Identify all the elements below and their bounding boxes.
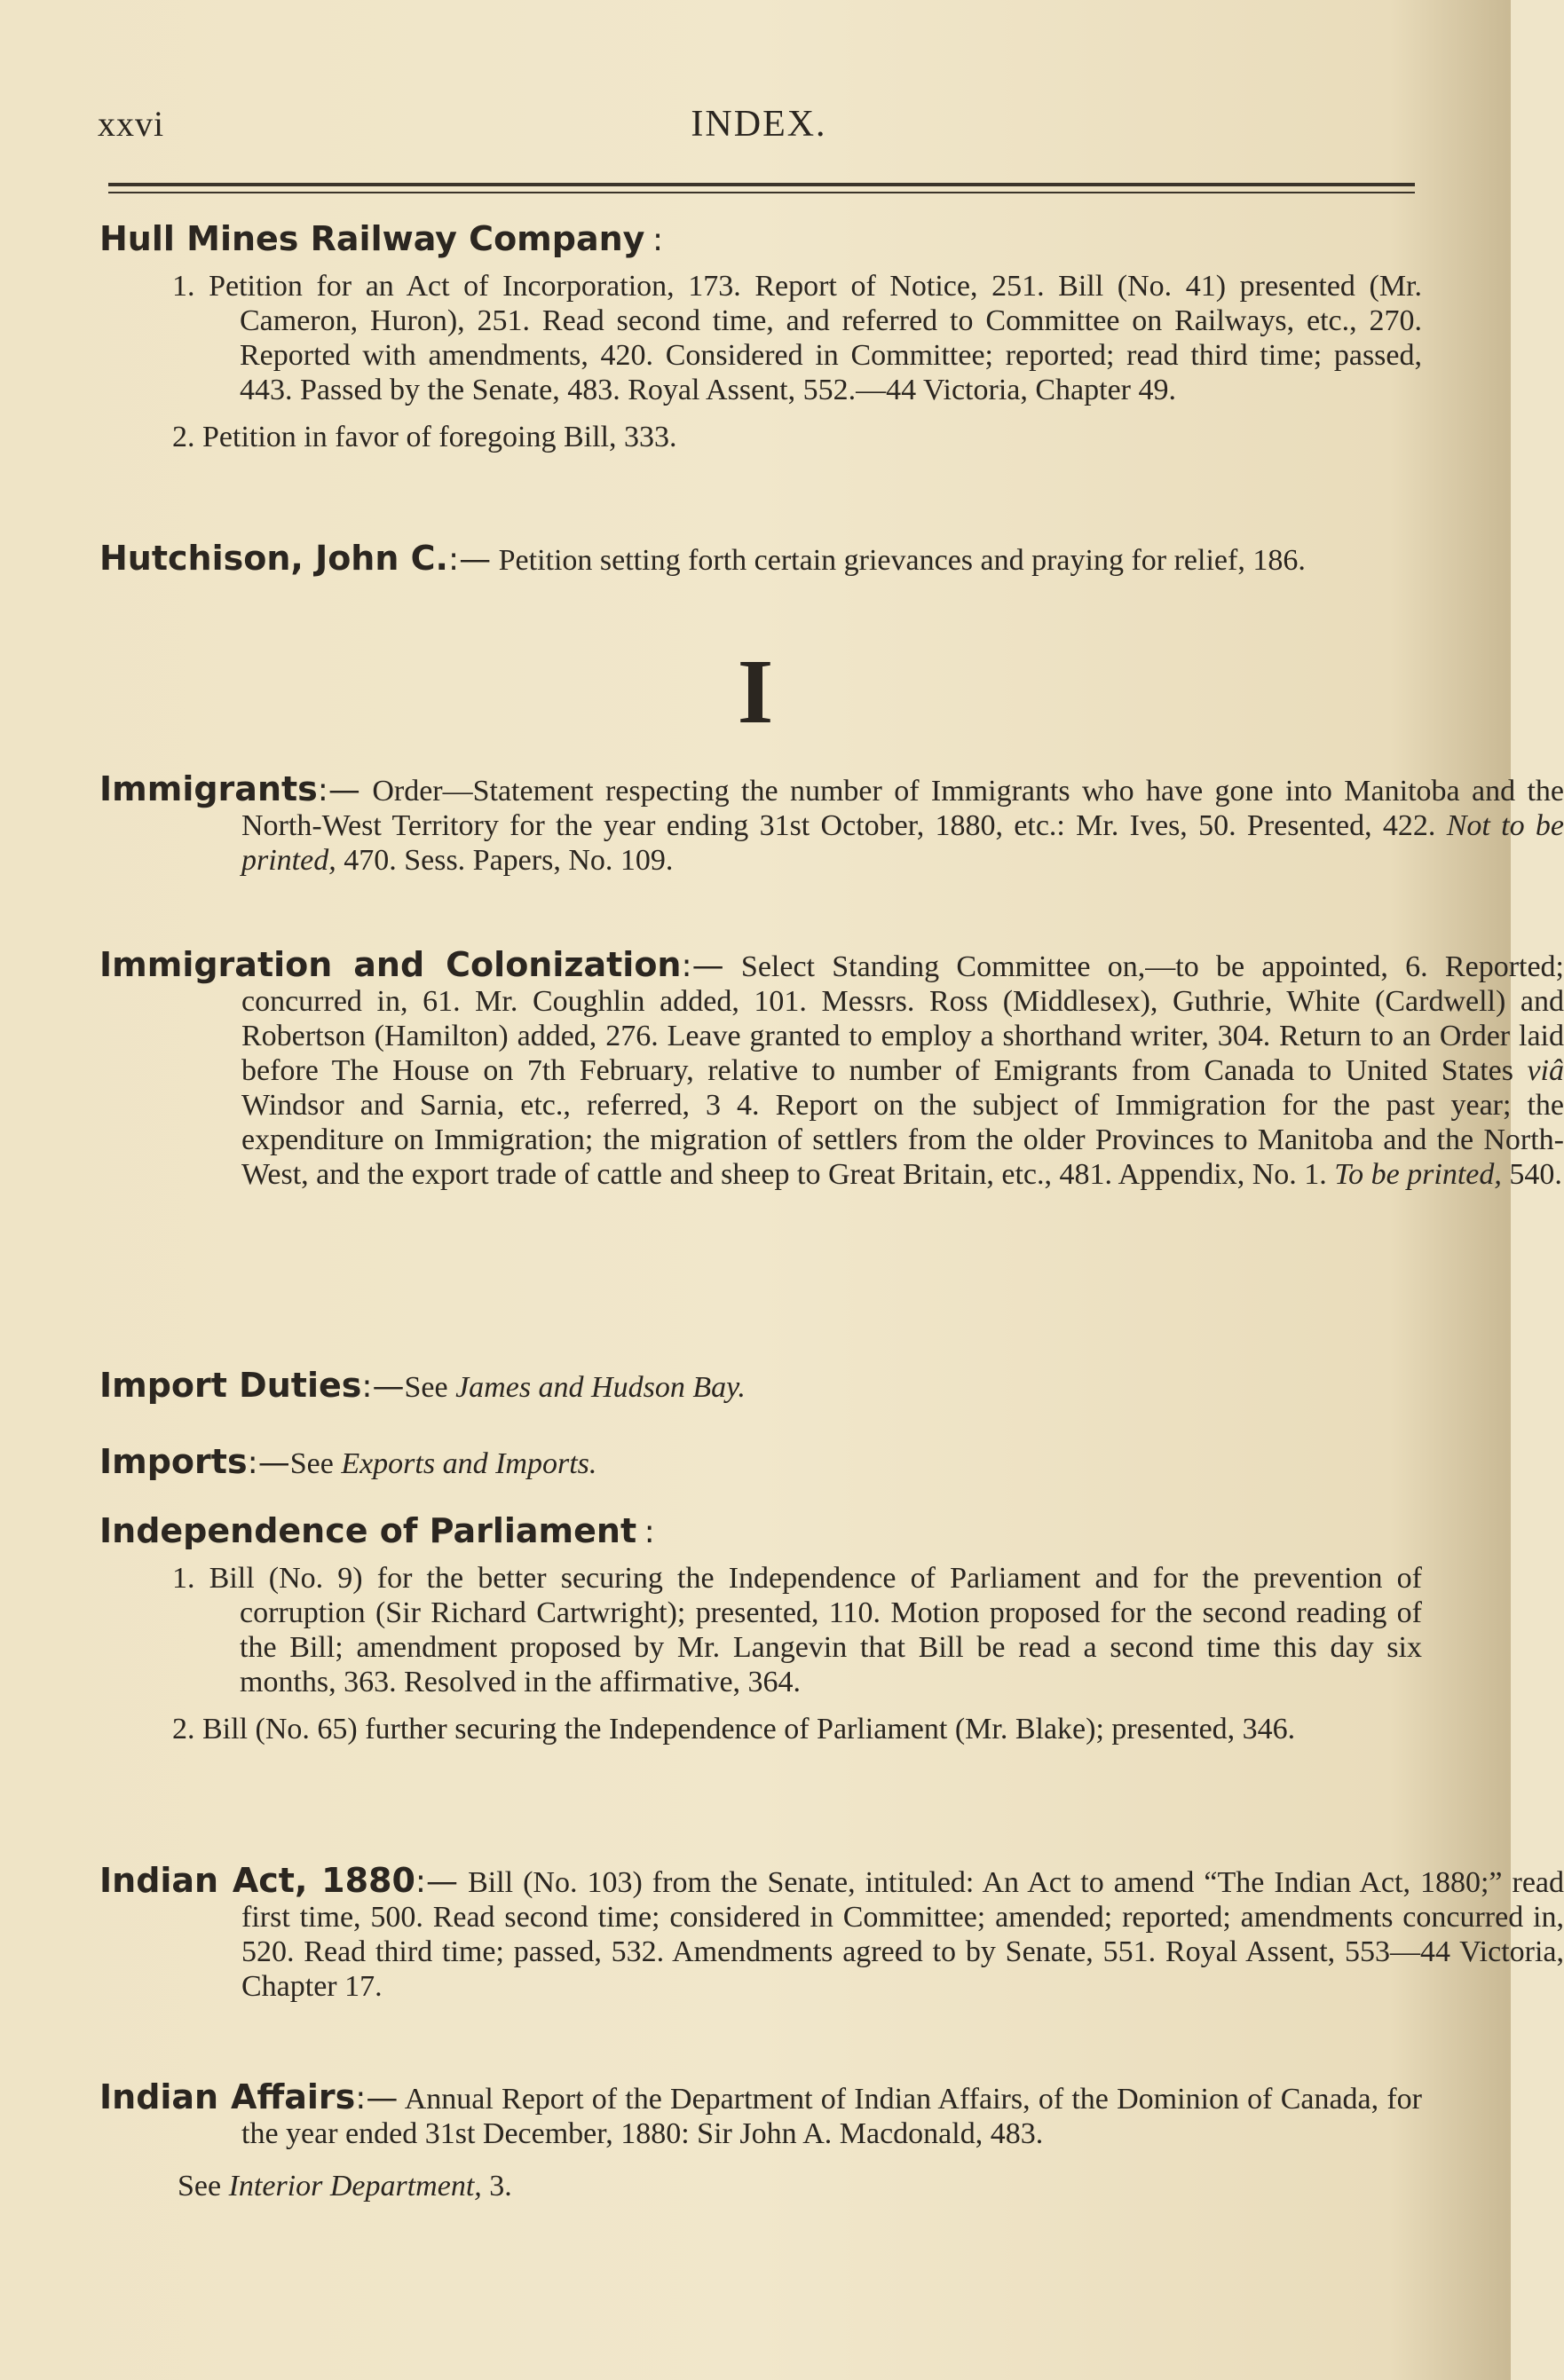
sub-entry-text: Bill (No. 65) further securing the Independence of Parliament (Mr. Blake); presented, 346. (202, 1713, 1296, 1746)
see-label: See (289, 1447, 334, 1480)
entry-heading: Immigrants (99, 769, 318, 808)
entry-italic-via: viâ (1527, 1054, 1564, 1087)
index-entry-hull-mines (99, 219, 1422, 454)
heading-separator: :— (415, 1864, 459, 1900)
heading-separator: :— (361, 1368, 405, 1405)
entry-text: Annual Report of the Department of Indian Affairs, of the Dominion of Canada, for the year ended 31st December, 1880: Sir John A. Macdonald, 483. (241, 2083, 1422, 2150)
running-header (98, 103, 1420, 156)
sub-entry-number: 2. (172, 1713, 195, 1746)
heading-separator: :— (681, 948, 724, 984)
index-entry-independence-parliament (99, 1511, 1423, 1746)
heading-separator: :— (317, 772, 360, 808)
entry-heading: Independence of Parliament (99, 1511, 637, 1550)
sub-entry (172, 269, 1422, 407)
entry-heading-line (99, 1511, 1422, 1550)
header-rule-thin (108, 192, 1415, 193)
entry-heading: Hull Mines Railway Company (99, 219, 645, 258)
cross-reference: Interior Department, (228, 2170, 482, 2203)
entry-text: Select Standing Committee on,—to be appointed, 6. Reported; concurred in, 61. Mr. Coughlin added, 101. Messrs. Ross (Middlesex), Guthrie, White (Cardwell) and Robertson (Hamilton) added, 276. Leave granted to employ a shorthand writer, 304. Return to an Order laid before The House on 7th February, relative to number of Emigrants from Canada to United States (241, 950, 1564, 1087)
sub-entry-number: 1. (172, 270, 195, 303)
entry-text: Bill (No. 103) from the Senate, intituled: An Act to amend “The Indian Act, 1880;” read first time, 500. Read second time; considered in Committee; amended; reported; amendments concurred in, 520. Read third time; passed, 532. Amendments agreed to by Senate, 551. Royal Assent, 553—44 Victoria, Chapter 17. (241, 1866, 1564, 2003)
entry-heading: Imports (99, 1442, 248, 1481)
running-title: INDEX. (691, 104, 827, 145)
index-entry-indian-affairs (99, 2077, 1422, 2203)
index-entry-indian-act (99, 1861, 1564, 2004)
entry-text: Order—Statement respecting the number of Immigrants who have gone into Manitoba and the North-West Territory for the year ending 31st October, 1880, etc.: Mr. Ives, 50. Presented, 422. (241, 775, 1564, 842)
heading-separator: :— (355, 2080, 399, 2116)
section-letter: I (737, 641, 774, 743)
entry-heading-line (99, 219, 1422, 258)
index-entry-imports (99, 1442, 1564, 1481)
sub-entry-number: 1. (172, 1562, 195, 1595)
entry-heading: Indian Act, 1880 (99, 1861, 415, 1900)
cross-reference: Exports and Imports. (341, 1447, 597, 1480)
sub-entry (172, 420, 1422, 454)
entry-italic-note: To be printed, (1334, 1158, 1502, 1191)
heading-separator: :— (447, 541, 492, 578)
entry-heading: Import Duties (99, 1366, 362, 1405)
index-entry-immigration-colonization (99, 945, 1564, 1192)
entry-heading: Immigration and Colonization (99, 945, 682, 984)
entry-text-continued: 470. Sess. Papers, No. 109. (344, 844, 674, 877)
see-label: See (404, 1371, 448, 1404)
heading-separator: : (652, 222, 664, 258)
cross-reference-number: 3. (489, 2170, 512, 2203)
index-entry-hutchison (99, 541, 1564, 578)
sub-entry (172, 1561, 1422, 1699)
see-also-line (178, 2169, 1422, 2203)
entry-italic-note: Not to be printed, (241, 809, 1564, 877)
index-entry-import-duties (99, 1368, 1564, 1405)
entry-text-end: 540. (1509, 1158, 1562, 1191)
sub-entry (172, 1712, 1422, 1746)
page-number: xxvi (98, 104, 165, 144)
entry-main (99, 2077, 1422, 2151)
sub-entry-text: Petition for an Act of Incorporation, 173. Report of Notice, 251. Bill (No. 41) presented (Mr. Cameron, Huron), 251. Read second time, and referred to Committee on Railways, etc., 270. Reported with amendments, 420. Considered in Committee; reported; read third time; passed, 443. Passed by the Senate, 483. Royal Assent, 552.—44 Victoria, Chapter 49. (209, 270, 1422, 406)
see-label: See (178, 2170, 222, 2203)
sub-entry-text: Bill (No. 9) for the better securing the Independence of Parliament and for the prevention of corruption (Sir Richard Cartwright); presented, 110. Motion proposed for the second reading of the Bill; amendment proposed by Mr. Langevin that Bill be read a second time this day six months, 363. Resolved in the affirmative, 364. (209, 1562, 1423, 1698)
entry-heading: Indian Affairs (99, 2077, 356, 2116)
heading-separator: : (644, 1514, 655, 1550)
cross-reference: James and Hudson Bay. (455, 1371, 746, 1404)
header-rule-thick (108, 183, 1415, 186)
entry-heading: Hutchison, John C. (99, 539, 448, 578)
entry-text-continued: Windsor and Sarnia, etc., referred, 3 4. Report on the subject of Immigration for the past year; the expenditure on Immigration; the migration of settlers from the older Provinces to Manitoba and the North-West, and the export trade of cattle and sheep to Great Britain, etc., 481. Appendix, No. 1. (241, 1089, 1564, 1191)
index-entry-immigrants (99, 769, 1564, 878)
entry-text: Petition setting forth certain grievances and praying for relief, 186. (498, 544, 1306, 577)
heading-separator: :— (247, 1445, 290, 1481)
sub-entry-number: 2. (172, 421, 195, 453)
sub-entry-text: Petition in favor of foregoing Bill, 333. (202, 421, 677, 453)
